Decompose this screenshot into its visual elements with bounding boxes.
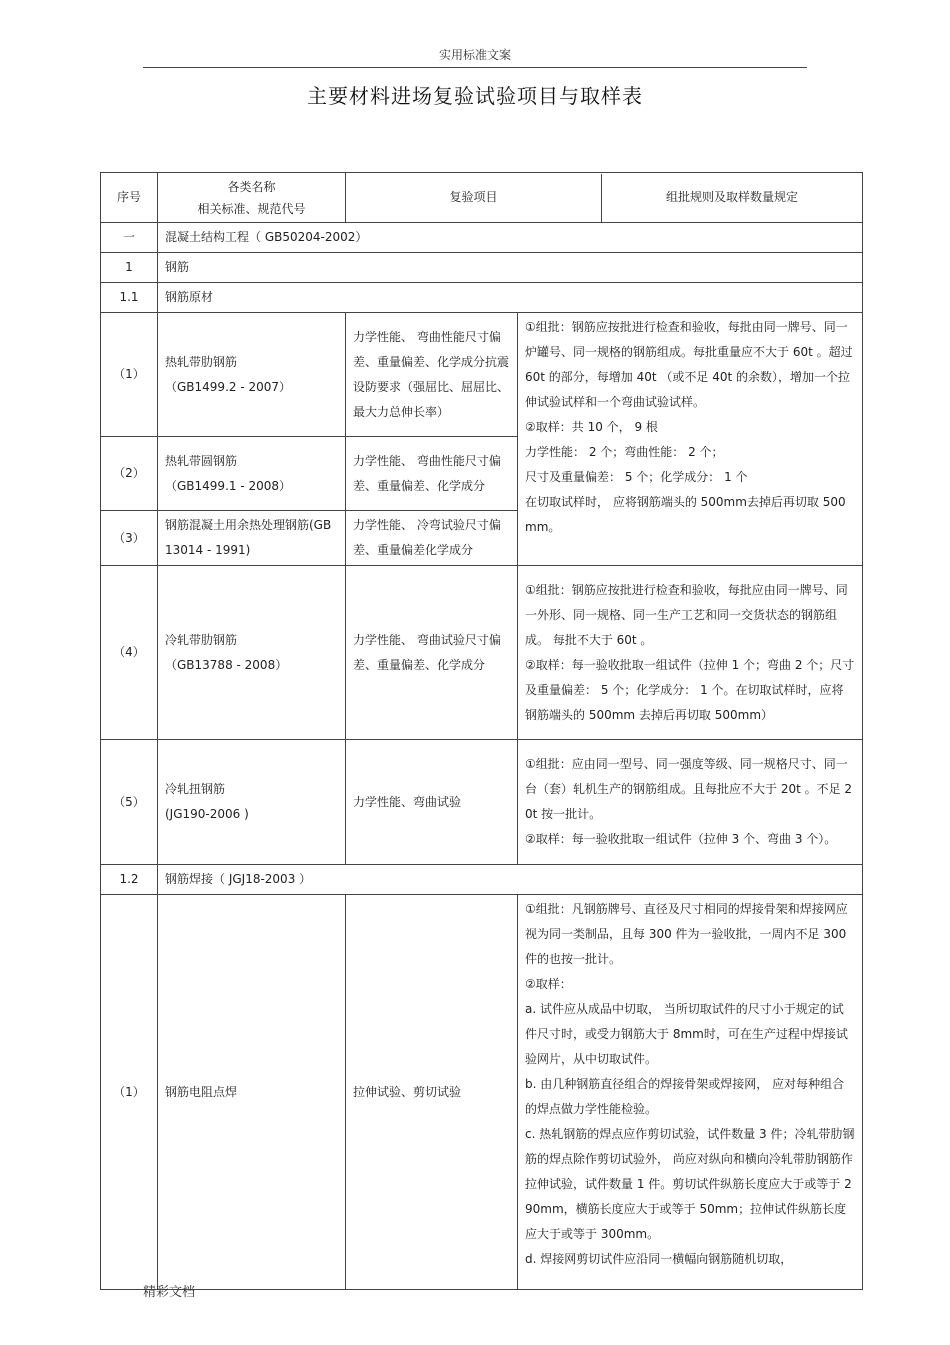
col-seq-header: 序号 — [101, 173, 158, 223]
material-name: 钢筋电阻点焊 — [158, 895, 346, 1290]
sampling-rule-item-b: b. 由几种钢筋直径组合的焊接骨架或焊接网， 应对每种组合的焊点做力学性能检验。 — [525, 1077, 845, 1116]
table-row — [101, 566, 863, 740]
sampling-rule-item-d: d. 焊接网剪切试件应沿同一横幅向钢筋随机切取， — [525, 1252, 793, 1266]
section-title: 混凝土结构工程（ GB50204-2002） — [158, 223, 863, 253]
test-items: 力学性能、 弯曲试验尺寸偏差、重量偏差、化学成分 — [346, 566, 518, 740]
sampling-rule-batch: ①组批：钢筋应按批进行检查和验收，每批应由同一牌号、同一外形、同一规格、同一生产工艺和同一交货状态的钢筋组成。 每批不大于 60t 。 — [525, 582, 848, 647]
sampling-rule-batch: ①组批：钢筋应按批进行检查和验收，每批由同一牌号、同一炉罐号、同一规格的钢筋组成。每批重量应不大于 60t 。超过 60t 的部分，每增加 40t （或不足 40t 的余数），增加一个拉伸试验试样和一个弯曲试验试样。 — [525, 320, 853, 409]
material-name — [158, 313, 346, 437]
section-seq: 1.1 — [101, 283, 158, 313]
page-title: 主要材料进场复验试验项目与取样表 — [307, 84, 643, 108]
test-items: 力学性能、弯曲试验 — [346, 740, 518, 865]
section-row — [101, 283, 863, 313]
material-name: 钢筋混凝土用余热处理钢筋(GB13014 - 1991) — [158, 511, 346, 566]
row-seq: （2） — [101, 437, 158, 511]
test-items: 力学性能、 弯曲性能尺寸偏差、重量偏差、化学成分 — [346, 437, 518, 511]
sampling-rule-note: 在切取试样时， 应将钢筋端头的 500mm去掉后再切取 500mm。 — [525, 495, 846, 534]
row-seq: （4） — [101, 566, 158, 740]
material-name-line1: 冷轧带肋钢筋 — [165, 632, 238, 647]
section-title: 钢筋焊接（ JGJ18-2003 ） — [158, 865, 863, 895]
section-title: 钢筋 — [158, 253, 863, 283]
header-rule — [143, 67, 807, 68]
row-seq: （1） — [101, 313, 158, 437]
section-row — [101, 253, 863, 283]
material-standard: （GB13788 - 2008） — [165, 657, 288, 672]
material-name — [158, 740, 346, 865]
test-items: 力学性能、 冷弯试验尺寸偏差、重量偏差化学成分 — [346, 511, 518, 566]
sampling-rule-sample: ②取样：每一验收批取一组试件（拉伸 1 个；弯曲 2 个；尺寸及重量偏差： 5 个；化学成分： 1 个。在切取试样时，应将钢筋端头的 500mm 去掉后再切取 500mm） — [525, 657, 855, 722]
material-standard: (JG190-2006 ) — [165, 807, 249, 821]
sampling-rule-sample: ②取样： — [525, 977, 572, 991]
page-header: 实用标准文案 — [438, 48, 511, 62]
material-name-line1: 热轧带肋钢筋 — [165, 354, 238, 369]
sampling-rule-item-c: c. 热轧钢筋的焊点应作剪切试验，试件数量 3 件；冷轧带肋钢筋的焊点除作剪切试验外， 尚应对纵向和横向冷轧带肋钢筋作拉伸试验，试件数量 1 件。剪切试件纵筋长度应大于或等于 290mm，横筋长度应大于或等于 50mm；拉伸试件纵筋长度应大于或等于 300mm。 — [525, 1127, 855, 1241]
test-items: 拉伸试验、剪切试验 — [346, 895, 518, 1290]
col-items-rules-header — [346, 173, 863, 223]
sampling-rule-item-a: a. 试件应从成品中切取， 当所切取试件的尺寸小于规定的试件尺寸时，或受力钢筋大于 8mm时，可在生产过程中焊接试验网片，从中切取试件。 — [525, 1002, 848, 1066]
section-seq: 一 — [101, 223, 158, 253]
table-row — [101, 740, 863, 865]
col-name-header-line1: 各类名称 — [227, 179, 276, 194]
section-row — [101, 865, 863, 895]
col-items-header: 复验项目 — [346, 174, 602, 222]
sampling-rule-sample: ②取样：共 10 个， 9 根 — [525, 420, 658, 434]
table-header-row — [101, 173, 863, 223]
col-name-header-line2: 相关标准、规范代号 — [197, 201, 306, 216]
material-standard: （GB1499.1 - 2008） — [165, 478, 292, 493]
material-name — [158, 437, 346, 511]
section-seq: 1.2 — [101, 865, 158, 895]
sampling-rules — [518, 313, 863, 566]
material-name-line1: 热轧带圆钢筋 — [165, 453, 238, 468]
material-name — [158, 566, 346, 740]
col-rules-header: 组批规则及取样数量规定 — [666, 190, 799, 204]
table-row — [101, 313, 863, 437]
sampling-rules — [518, 895, 863, 1290]
sampling-rule-batch: ①组批：凡钢筋牌号、直径及尺寸相同的焊接骨架和焊接网应视为同一类制品，且每 300 件为一验收批，一周内不足 300 件的也按一批计。 — [525, 902, 848, 966]
material-name-line1: 冷轧扭钢筋 — [165, 782, 226, 796]
material-standard: （GB1499.2 - 2007） — [165, 379, 292, 394]
col-name-header — [158, 173, 346, 223]
page-footer: 精彩文档 — [143, 1285, 196, 1300]
materials-table — [100, 172, 863, 1290]
sampling-rule-detail: 力学性能： 2 个；弯曲性能： 2 个； — [525, 445, 724, 459]
sampling-rule-sample: ②取样：每一验收批取一组试件（拉伸 3 个、弯曲 3 个）。 — [525, 832, 837, 846]
row-seq: （5） — [101, 740, 158, 865]
sampling-rule-batch: ①组批：应由同一型号、同一强度等级、同一规格尺寸、同一台（套）轧机生产的钢筋组成。且每批应不大于 20t 。不足 20t 按一批计。 — [525, 757, 853, 821]
row-seq: （3） — [101, 511, 158, 566]
table-row — [101, 895, 863, 1290]
sampling-rules — [518, 566, 863, 740]
section-seq: 1 — [101, 253, 158, 283]
test-items: 力学性能、 弯曲性能尺寸偏差、重量偏差、化学成分抗震设防要求（强屈比、屈屈比、最大力总伸长率） — [346, 313, 518, 437]
section-row — [101, 223, 863, 253]
sampling-rules — [518, 740, 863, 865]
section-title: 钢筋原材 — [158, 283, 863, 313]
sampling-rule-detail: 尺寸及重量偏差： 5 个；化学成分： 1 个 — [525, 470, 748, 484]
row-seq: （1） — [101, 895, 158, 1290]
